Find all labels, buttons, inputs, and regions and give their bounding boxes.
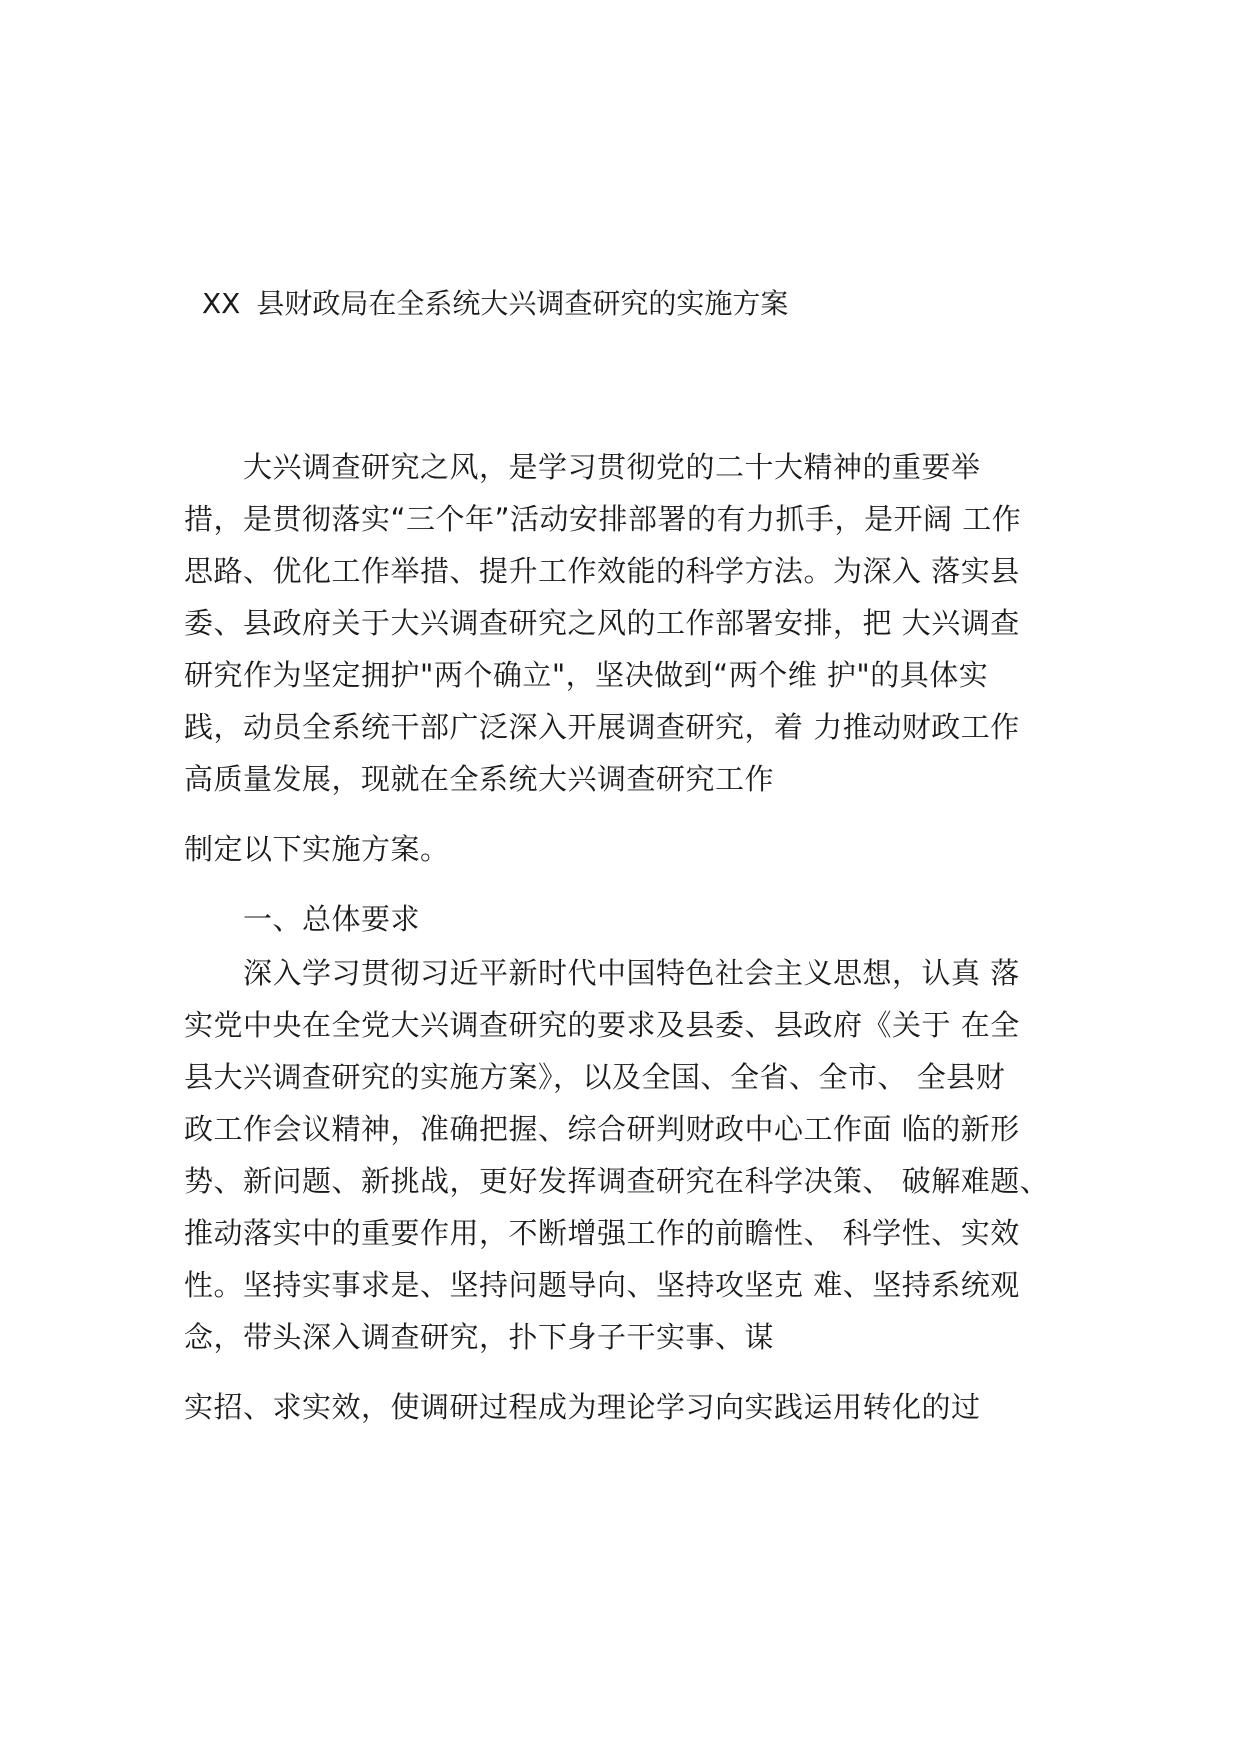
body-line: 思路、优化工作举措、提升工作效能的科学方法。为深入 落实县 [184, 554, 1020, 588]
body-line: 高质量发展，现就在全系统大兴调查研究工作 [184, 762, 775, 796]
body-line: 践，动员全系统干部广泛深入开展调查研究，着 力推动财政工作 [184, 710, 1020, 744]
body-line: 实招、求实效，使调研过程成为理论学习向实践运用转化的过 [184, 1390, 981, 1424]
body-line: 深入学习贯彻习近平新时代中国特色社会主义思想，认真 落 [184, 956, 1020, 990]
body-line: 念，带头深入调查研究，扑下身子干实事、谋 [184, 1320, 775, 1354]
body-line: 推动落实中的重要作用，不断增强工作的前瞻性、 科学性、实效 [184, 1216, 1020, 1250]
body-line: 研究作为坚定拥护"两个确立"，坚决做到“两个维 护"的具体实 [184, 658, 989, 692]
body-line: 委、县政府关于大兴调查研究之风的工作部署安排，把 大兴调查 [184, 606, 1020, 640]
title-main: 县财政局在全系统大兴调查研究的实施方案 [256, 287, 789, 320]
section-heading: 一、总体要求 [184, 902, 421, 936]
document-title [202, 284, 788, 324]
title-prefix: XX [202, 287, 241, 320]
body-line: 势、新问题、新挑战，更好发挥调查研究在科学决策、 破解难题、 [184, 1164, 1050, 1198]
body-line: 政工作会议精神，准确把握、综合研判财政中心工作面 临的新形 [184, 1112, 1020, 1146]
body-line: 大兴调查研究之风，是学习贯彻党的二十大精神的重要举 [184, 450, 981, 484]
body-line: 制定以下实施方案。 [184, 832, 450, 866]
body-line: 县大兴调查研究的实施方案》，以及全国、全省、全市、 全县财 [184, 1060, 1006, 1094]
body-line: 措，是贯彻落实“三个年”活动安排部署的有力抓手，是开阔 工作 [184, 502, 1022, 536]
body-line: 性。坚持实事求是、坚持问题导向、坚持攻坚克 难、坚持系统观 [184, 1268, 1020, 1302]
body-line: 实党中央在全党大兴调查研究的要求及县委、县政府《关于 在全 [184, 1008, 1020, 1042]
